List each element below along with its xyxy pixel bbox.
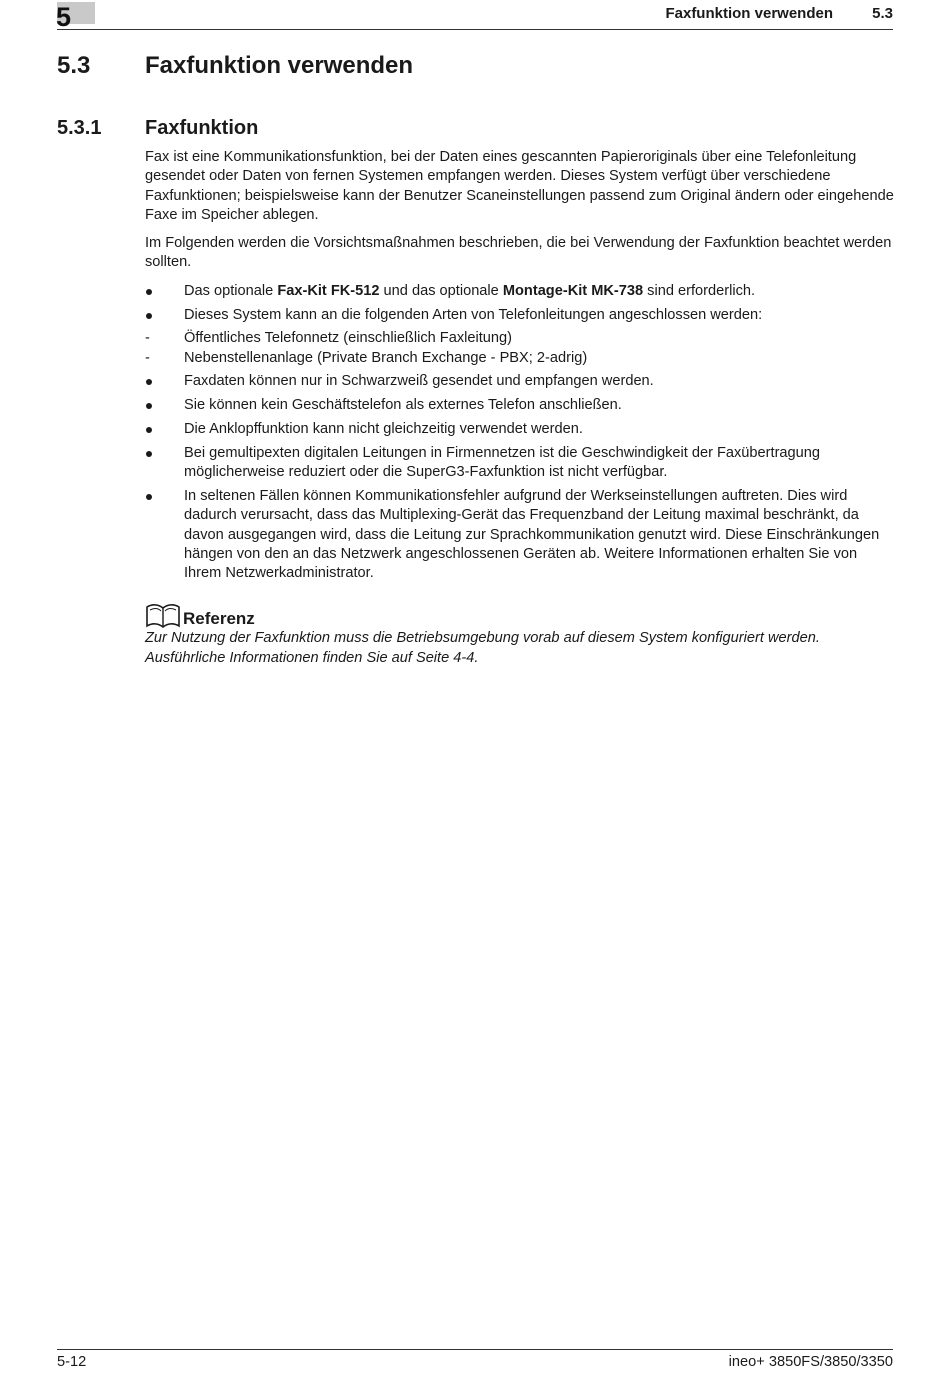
sub-list-item: - Öffentliches Telefonnetz (einschließlich Faxleitung) (145, 329, 897, 348)
sub-list-item: - Nebenstellenanlage (Private Branch Exchange - PBX; 2-adrig) (145, 349, 897, 368)
dash-marker: - (145, 330, 150, 347)
bullet-dot (146, 494, 152, 500)
product-name: ineo+ 3850FS/3850/3350 (728, 1354, 893, 1370)
reference-text: Zur Nutzung der Faxfunktion muss die Betriebsumgebung vorab auf diesem System konfiguriert werden. Ausführliche Informationen finden Sie auf Seite 4-4. (145, 630, 820, 666)
bullet-dot (146, 403, 152, 409)
footer-rule (57, 1349, 893, 1350)
body-content (145, 148, 897, 668)
bullet-dot (146, 427, 152, 433)
intro-paragraph: Fax ist eine Kommunikationsfunktion, bei der Daten eines gescannten Papieroriginals über eine Telefonleitung gesendet oder Daten von fernen Systemen empfangen werden. Dieses System verfügt über verschiedene Faxfunktionen; beispielsweise kann der Benutzer Scaneinstellungen passend zum Original ändern oder eingehende Faxe im Speicher ablegen. (145, 149, 894, 223)
list-item: Dieses System kann an die folgenden Arten von Telefonleitungen angeschlossen werden: (145, 306, 897, 325)
list-item: Bei gemultipexten digitalen Leitungen in Firmennetzen ist die Geschwindigkeit der Faxübertragung möglicherweise reduziert oder die SuperG3-Faxfunktion ist nicht verfügbar. (145, 444, 897, 483)
header-rule (57, 29, 893, 30)
list-item: Faxdaten können nur in Schwarzweiß gesendet und empfangen werden. (145, 372, 897, 391)
section-title: Faxfunktion verwenden (145, 52, 414, 79)
mounting-kit-name: Montage-Kit MK-738 (502, 282, 644, 299)
list-item: In seltenen Fällen können Kommunikationsfehler aufgrund der Werkseinstellungen auftreten. Dies wird dadurch verursacht, dass das Multiplexing-Gerät das Frequenzband der Leitung maximal beschränkt, da davon ausgegangen wird, dass die Leitung zur Sprachkommunikation genutzt wird. Diese Einschränkungen hängen von den an das Netzwerk angeschlossenen Geräten ab. Weitere Informationen erhalten Sie von Ihrem Netzwerkadministrator. (145, 487, 897, 583)
reference-header (145, 603, 897, 629)
subsection-number: 5.3.1 (57, 117, 102, 139)
book-icon (145, 603, 181, 629)
chapter-number: 5 (56, 2, 72, 32)
section-number: 5.3 (57, 52, 91, 79)
reference-box (145, 603, 897, 668)
dash-marker: - (145, 349, 150, 366)
page-number: 5-12 (57, 1354, 87, 1370)
bullet-dot (146, 451, 152, 457)
bullet-dot (146, 379, 152, 385)
reference-title: Referenz (183, 609, 255, 629)
running-header-title: Faxfunktion verwenden (665, 5, 833, 22)
precautions-paragraph: Im Folgenden werden die Vorsichtsmaßnahmen beschrieben, die bei Verwendung der Faxfunktion beachtet werden sollten. (145, 235, 892, 271)
fax-kit-name: Fax-Kit FK-512 (277, 282, 380, 299)
list-item: Das optionale Fax-Kit FK-512 und das optionale Montage-Kit MK-738 sind erforderlich. (145, 282, 897, 301)
subsection-title: Faxfunktion (145, 117, 259, 139)
list-item: Die Anklopffunktion kann nicht gleichzeitig verwendet werden. (145, 420, 897, 439)
bullet-dot (146, 289, 152, 295)
bullet-dot (146, 313, 152, 319)
running-header-section: 5.3 (872, 5, 893, 22)
precautions-list (145, 282, 897, 584)
list-item: Sie können kein Geschäftstelefon als externes Telefon anschließen. (145, 396, 897, 415)
